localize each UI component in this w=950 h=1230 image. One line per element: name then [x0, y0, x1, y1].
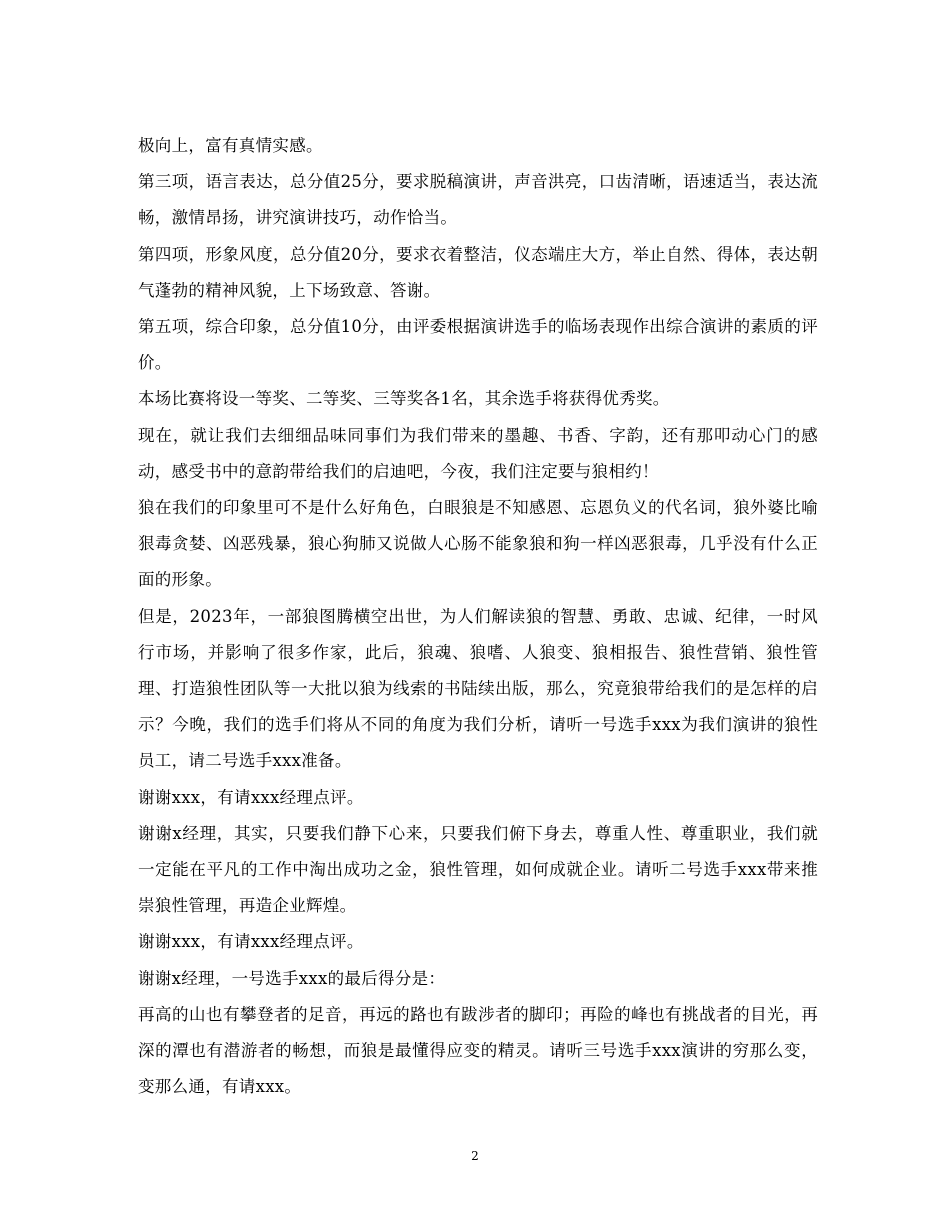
paragraph-5: 本场比赛将设一等奖、二等奖、三等奖各1名，其余选手将获得优秀奖。: [138, 389, 670, 409]
page-number: 2: [471, 1149, 479, 1163]
paragraph-11: 谢谢xxx，有请xxx经理点评。: [138, 932, 364, 952]
paragraph-10: 谢谢x经理，其实，只要我们静下心来，只要我们俯下身去，尊重人性、尊重职业，我们就一定能在平凡的工作中淘出成功之金，狼性管理，如何成就企业。请听二号选手xxx带来推崇狼性管理，再造企业辉煌。: [138, 823, 818, 916]
paragraph-12: 谢谢x经理，一号选手xxx的最后得分是：: [138, 968, 446, 988]
paragraph-2: 第三项，语言表达，总分值25分，要求脱稿演讲，声音洪亮，口齿清晰，语速适当，表达流畅，激情昂扬，讲究演讲技巧，动作恰当。: [138, 172, 818, 228]
paragraph-9: 谢谢xxx，有请xxx经理点评。: [138, 787, 364, 807]
document-body: [138, 128, 818, 1105]
paragraph-13: 再高的山也有攀登者的足音，再远的路也有跋涉者的脚印；再险的峰也有挑战者的目光，再深的潭也有潜游者的畅想，而狼是最懂得应变的精灵。请听三号选手xxx演讲的穷那么变，变那么通，有请xxx。: [138, 1004, 818, 1097]
paragraph-6: 现在，就让我们去细细品味同事们为我们带来的墨趣、书香、字韵，还有那叩动心门的感动，感受书中的意韵带给我们的启迪吧，今夜，我们注定要与狼相约！: [138, 425, 818, 481]
paragraph-8: 但是，2023年，一部狼图腾横空出世，为人们解读狼的智慧、勇敢、忠诚、纪律，一时风行市场，并影响了很多作家，此后，狼魂、狼嗜、人狼变、狼相报告、狼性营销、狼性管理、打造狼性团队等一大批以狼为线索的书陆续出版，那么，究竟狼带给我们的是怎样的启示？今晚，我们的选手们将从不同的角度为我们分析，请听一号选手xxx为我们演讲的狼性员工，请二号选手xxx准备。: [138, 606, 818, 771]
paragraph-7: 狼在我们的印象里可不是什么好角色，白眼狼是不知感恩、忘恩负义的代名词，狼外婆比喻狠毒贪婪、凶恶残暴，狼心狗肺又说做人心肠不能象狼和狗一样凶恶狠毒，几乎没有什么正面的形象。: [138, 498, 818, 590]
paragraph-1: 极向上，富有真情实感。: [138, 136, 323, 155]
paragraph-3: 第四项，形象风度，总分值20分，要求衣着整洁，仪态端庄大方，举止自然、得体，表达朝气蓬勃的精神风貌，上下场致意、答谢。: [138, 244, 818, 300]
paragraph-4: 第五项，综合印象，总分值10分，由评委根据演讲选手的临场表现作出综合演讲的素质的评价。: [138, 317, 818, 373]
